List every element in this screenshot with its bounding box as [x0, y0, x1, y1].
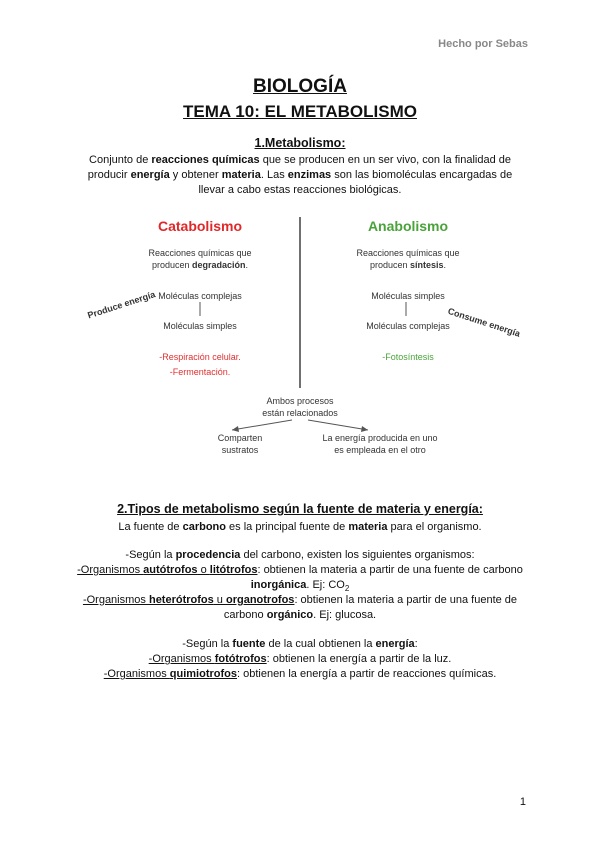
- right-branch-arrow: [308, 420, 368, 430]
- consumes-energy-label: Consume energía: [446, 305, 522, 339]
- energy-transfer-note: La energía producida en uno es empleada en el otro: [322, 433, 438, 455]
- anabolism-example-1: -Fotosíntesis: [382, 352, 434, 362]
- left-branch-arrow: [232, 420, 292, 430]
- catabolism-description: Reacciones químicas que producen degradación.: [148, 248, 252, 270]
- anabolism-title: Anabolismo: [367, 218, 449, 234]
- carbon-source-intro: La fuente de carbono es la principal fuente de materia para el organismo.: [118, 521, 482, 533]
- produces-energy-label: Produce energía: [86, 289, 157, 321]
- autotrophs-item: -Organismos autótrofos o litótrofos: obtienen la materia a partir de una fuente de carbono inorgánica. Ej: $CO_2$: [77, 564, 523, 594]
- document-title: BIOLOGÍA: [253, 76, 347, 97]
- both-processes-note: Ambos procesos están relacionados: [262, 396, 338, 418]
- section1-paragraph: Conjunto de reacciones químicas que se producen en un ser vivo, con la finalidad de producir energía y obtener materia. Las enzimas son las biomoléculas encargadas de llevar a cabo estas reacciones biológicas.: [87, 154, 513, 196]
- anabolism-simple: Moléculas simples: [371, 291, 445, 301]
- page-number: 1: [519, 796, 526, 808]
- catabolism-example-2: -Fermentación.: [169, 367, 231, 377]
- shared-substrates-note: Comparten sustratos: [217, 433, 263, 455]
- chemotrophs-item: -Organismos quimiotrofos: obtienen la energía a partir de reacciones químicas.: [103, 668, 497, 680]
- carbon-origin-intro: -Según la procedencia del carbono, existen los siguientes organismos:: [125, 549, 475, 561]
- catabolism-complex: Moléculas complejas: [158, 291, 242, 301]
- energy-source-intro: -Según la fuente de la cual obtienen la energía:: [182, 638, 418, 650]
- author-note: Hecho por Sebas: [438, 38, 528, 50]
- heterotrophs-item: -Organismos heterótrofos u organotrofos: obtienen la materia a partir de una fuente de carbono orgánico. Ej: glucosa.: [82, 594, 518, 621]
- phototrophs-item: -Organismos fotótrofos: obtienen la energía a partir de la luz.: [148, 653, 452, 665]
- section2-heading: 2.Tipos de metabolismo según la fuente de materia y energía:: [117, 502, 483, 516]
- anabolism-description: Reacciones químicas que producen síntesis.: [356, 248, 460, 270]
- catabolism-simple: Moléculas simples: [163, 321, 237, 331]
- anabolism-complex: Moléculas complejas: [366, 321, 450, 331]
- topic-title: TEMA 10: EL METABOLISMO: [183, 102, 417, 121]
- catabolism-example-1: -Respiración celular.: [159, 352, 241, 362]
- catabolism-title: Catabolismo: [157, 218, 242, 234]
- section1-heading: 1.Metabolismo:: [254, 136, 346, 150]
